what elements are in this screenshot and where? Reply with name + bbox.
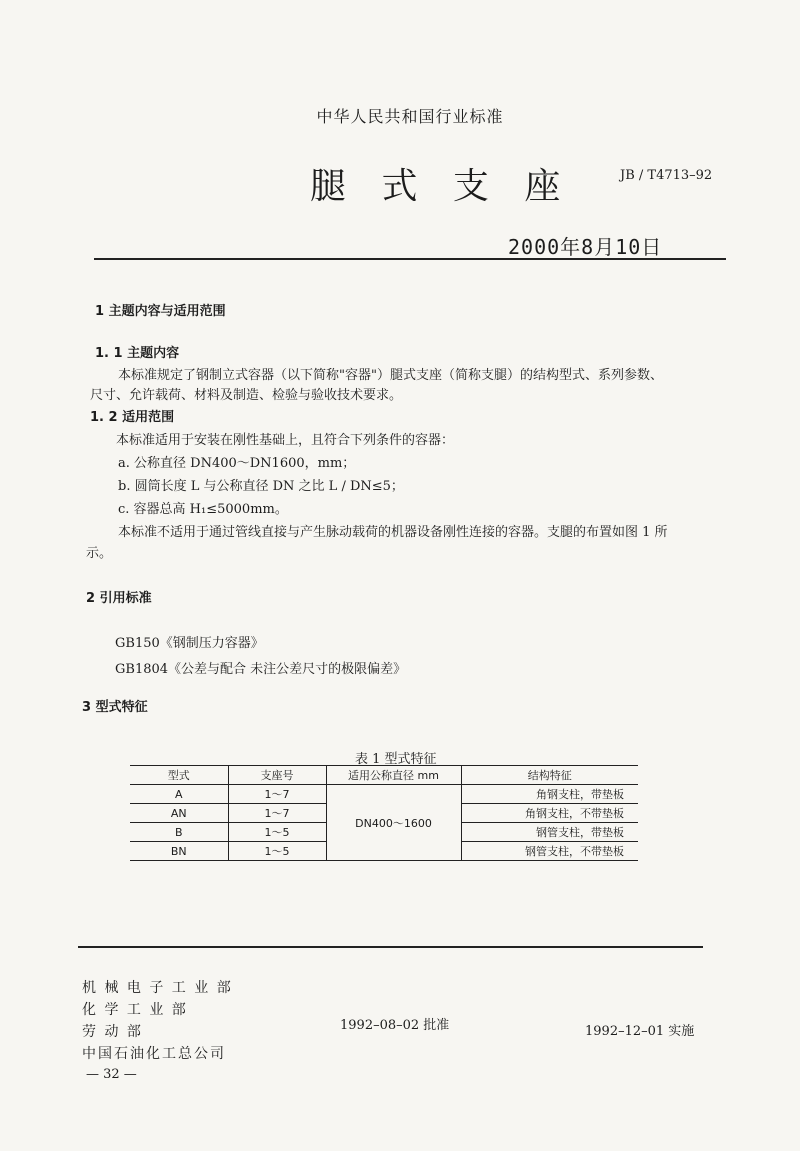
paragraph-line: 本标准不适用于通过管线直接与产生脉动载荷的机器设备刚性连接的容器。支腿的布置如图 1 所 <box>118 525 668 540</box>
table-caption: 表 1 型式特征 <box>355 752 437 767</box>
org-sinopec: 中国石油化工总公司 <box>82 1046 226 1062</box>
section-3-heading: 3 型式特征 <box>82 700 148 715</box>
paragraph-line: 本标准适用于安装在刚性基础上，且符合下列条件的容器： <box>116 433 455 448</box>
org-labour: 劳 动 部 <box>82 1024 143 1040</box>
cell-feature: 钢管支柱，带垫板 <box>461 823 638 842</box>
org-machinery: 机 械 电 子 工 业 部 <box>82 980 233 996</box>
cell-diameter: DN400～1600 <box>326 785 461 861</box>
type-features-table <box>130 765 638 861</box>
effective-date: 1992–12–01 实施 <box>585 1024 695 1039</box>
col-header-support-no: 支座号 <box>228 766 326 785</box>
org-chemical: 化 学 工 业 部 <box>82 1002 188 1018</box>
section-2-heading: 2 引用标准 <box>86 591 152 606</box>
cell-type: AN <box>130 804 228 823</box>
section-1-1-heading: 1. 1 主题内容 <box>95 346 180 361</box>
section-1-heading: 1 主题内容与适用范围 <box>95 304 226 319</box>
reference-gb1804: GB1804《公差与配合 未注公差尺寸的极限偏差》 <box>115 662 407 677</box>
cell-type: BN <box>130 842 228 861</box>
section-1-2-heading: 1. 2 适用范围 <box>90 410 175 425</box>
col-header-type: 型式 <box>130 766 228 785</box>
table-header-row <box>130 766 638 785</box>
paragraph-line: 尺寸、允许载荷、材料及制造、检验与验收技术要求。 <box>90 388 403 403</box>
approval-date: 1992–08–02 批准 <box>340 1018 450 1033</box>
condition-a: a. 公称直径 DN400～DN1600，mm； <box>118 456 356 471</box>
cell-type: A <box>130 785 228 804</box>
footer-rule <box>78 946 703 948</box>
handwritten-date: 2000年8月10日 <box>508 235 663 259</box>
table-row <box>130 785 638 804</box>
header-rule <box>94 258 726 260</box>
paragraph-line: 本标准规定了钢制立式容器（以下简称"容器"）腿式支座（简称支腿）的结构型式、系列参数、 <box>118 368 663 383</box>
standard-number: JB / T4713–92 <box>620 168 713 183</box>
cell-feature: 钢管支柱，不带垫板 <box>461 842 638 861</box>
condition-c: c. 容器总高 H₁≤5000mm。 <box>118 502 288 517</box>
paragraph-line: 示。 <box>86 546 113 561</box>
cell-support-no: 1～7 <box>228 804 326 823</box>
page-title: 腿 式 支 座 <box>310 166 573 207</box>
standard-category: 中华人民共和国行业标准 <box>316 107 504 126</box>
col-header-feature: 结构特征 <box>461 766 638 785</box>
cell-support-no: 1～5 <box>228 842 326 861</box>
page-number: — 32 — <box>86 1067 137 1082</box>
col-header-diameter: 适用公称直径 mm <box>326 766 461 785</box>
cell-support-no: 1～7 <box>228 785 326 804</box>
cell-feature: 角钢支柱，不带垫板 <box>461 804 638 823</box>
condition-b: b. 圆筒长度 L 与公称直径 DN 之比 L / DN≤5； <box>118 479 404 494</box>
cell-feature: 角钢支柱，带垫板 <box>461 785 638 804</box>
reference-gb150: GB150《钢制压力容器》 <box>115 636 264 651</box>
cell-type: B <box>130 823 228 842</box>
cell-support-no: 1～5 <box>228 823 326 842</box>
